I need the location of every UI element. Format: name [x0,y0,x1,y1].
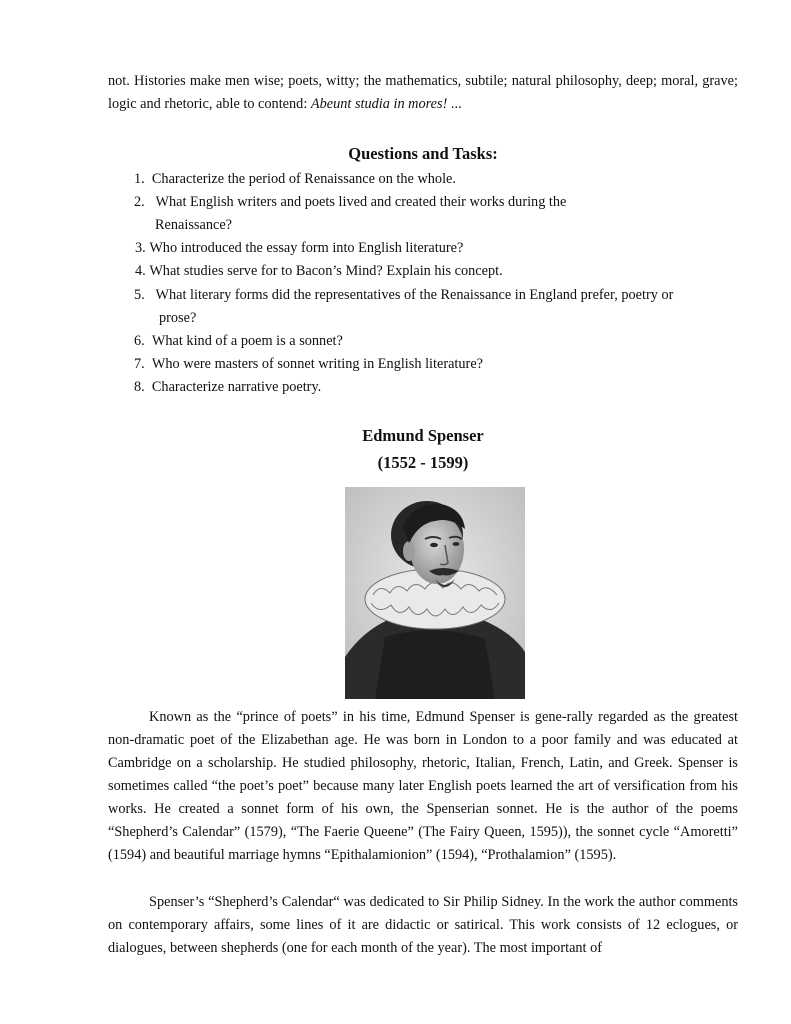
question-2-cont: Renaissance? [155,217,233,233]
author-years: (1552 - 1599) [377,453,469,472]
question-4: 4. What studies serve for to Bacon’s Mind? Explain his concept. [135,263,503,279]
intro-paragraph [108,70,738,116]
intro-text: not. Histories make men wise; poets, witty; the mathematics, subtile; natural philosophy, deep; moral, grave; logic and rhetoric, able to contend: [108,73,738,112]
portrait-engraving [345,487,525,699]
question-2: 2. What English writers and poets lived and created their works during the [134,194,567,210]
question-8: 8. Characterize narrative poetry. [134,379,322,395]
question-5-cont: prose? [159,310,197,326]
question-1: 1. Characterize the period of Renaissance on the whole. [134,171,456,187]
author-portrait [345,487,525,699]
question-5: 5. What literary forms did the representatives of the Renaissance in England prefer, poetry or [134,287,674,303]
author-name: Edmund Spenser [362,426,484,445]
latin-quote: Abeunt studia in mores! [310,96,448,112]
intro-ellipsis: ... [447,96,462,112]
question-6: 6. What kind of a poem is a sonnet? [134,333,343,349]
questions-title: Questions and Tasks: [348,144,498,163]
question-7: 7. Who were masters of sonnet writing in English literature? [134,356,484,372]
bio-paragraph-1: Known as the “prince of poets” in his time, Edmund Spenser is gene-rally regarded as the greatest non-dramatic poet of the Elizabethan age. He was born in London to a poor family and was educated at Cambridge on a scholarship. He studied philosophy, rhetoric, Italian, French, Latin, and Greek. Spenser is sometimes called “the poet’s poet” because many later English poets learned the art of versification from his works. He created a sonnet form of his own, the Spenserian sonnet. He is the author of the poems “Shepherd’s Calendar” (1579), “The Faerie Queene” (The Fairy Queen, 1595)), the sonnet cycle “Amoretti” (1594) and beautiful marriage hymns “Epithalamionion” (1594), “Prothalamion” (1595). [108,709,738,863]
bio-paragraph-2: Spenser’s “Shepherd’s Calendar“ was dedicated to Sir Philip Sidney. In the work the author comments on contemporary affairs, some lines of it are didactic or satirical. This work consists of 12 eclogues, or dialogues, between shepherds (one for each month of the year). The most important of [108,894,738,956]
question-3: 3. Who introduced the essay form into English literature? [135,240,464,256]
